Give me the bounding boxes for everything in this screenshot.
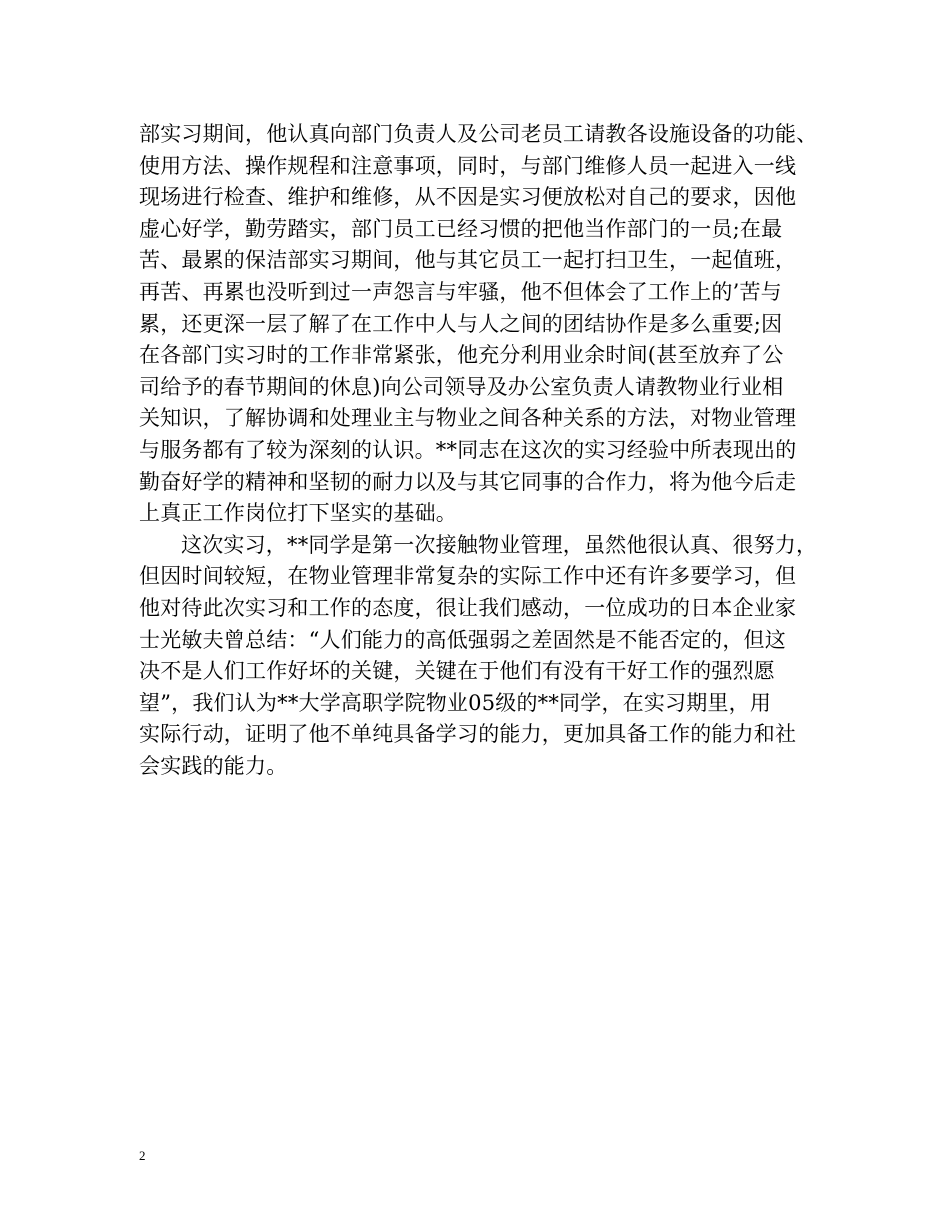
paragraph-line: 现场进行检查、维护和维修，从不因是实习便放松对自己的要求，因他 xyxy=(139,185,797,210)
paragraph-line: 司给予的春节期间的休息)向公司领导及办公室负责人请教物业行业相 xyxy=(139,374,784,399)
paragraph-line: 实际行动，证明了他不单纯具备学习的能力，更加具备工作的能力和社 xyxy=(139,722,797,747)
paragraph-line: 苦、最累的保洁部实习期间，他与其它员工一起打扫卫生，一起值班， xyxy=(139,248,797,273)
paragraph-line: 这次实习，**同学是第一次接触物业管理，虽然他很认真、很努力， xyxy=(181,532,818,557)
paragraph-line: 累，还更深一层了解了在工作中人与人之间的团结协作是多么重要;因 xyxy=(139,311,783,336)
paragraph-line: 他对待此次实习和工作的态度，很让我们感动，一位成功的日本企业家 xyxy=(139,595,797,620)
paragraph-line: 使用方法、操作规程和注意事项，同时，与部门维修人员一起进入一线 xyxy=(139,153,797,178)
paragraph-line: 再苦、再累也没听到过一声怨言与牢骚，他不但体会了工作上的’苦与 xyxy=(139,279,782,304)
page-number: 2 xyxy=(139,1148,146,1163)
paragraph-line: 决不是人们工作好坏的关键，关键在于他们有没有干好工作的强烈愿 xyxy=(139,659,775,684)
paragraph-line: 部实习期间，他认真向部门负责人及公司老员工请教各设施设备的功能、 xyxy=(139,122,818,146)
paragraph-line: 士光敏夫曾总结：“人们能力的高低强弱之差固然是不能否定的，但这 xyxy=(139,627,786,652)
document-body xyxy=(139,119,859,782)
paragraph-2 xyxy=(139,530,859,783)
paragraph-line: 虚心好学，勤劳踏实，部门员工已经习惯的把他当作部门的一员;在最 xyxy=(139,216,783,241)
paragraph-line: 望”，我们认为**大学高职学院物业05级的**同学，在实习期里，用 xyxy=(139,690,772,715)
paragraph-line: 在各部门实习时的工作非常紧张，他充分利用业余时间(甚至放弃了公 xyxy=(139,343,784,368)
paragraph-line: 上真正工作岗位打下坚实的基础。 xyxy=(139,501,457,526)
paragraph-line: 与服务都有了较为深刻的认识。**同志在这次的实习经验中所表现出的 xyxy=(139,437,797,462)
paragraph-line: 但因时间较短，在物业管理非常复杂的实际工作中还有许多要学习，但 xyxy=(139,564,797,589)
paragraph-line: 勤奋好学的精神和坚韧的耐力以及与其它同事的合作力，将为他今后走 xyxy=(139,469,797,494)
paragraph-line: 会实践的能力。 xyxy=(139,753,288,778)
paragraph-1 xyxy=(139,119,859,530)
paragraph-line: 关知识，了解协调和处理业主与物业之间各种关系的方法，对物业管理 xyxy=(139,406,797,431)
